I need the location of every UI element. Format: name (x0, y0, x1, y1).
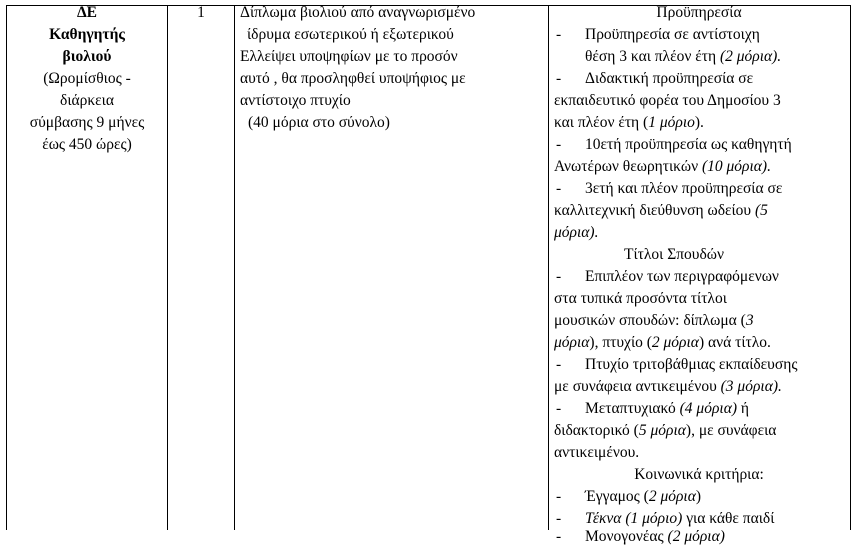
social-heading: Κοινωνικά κριτήρια: (634, 466, 764, 483)
experience-item-2-end: ). (694, 114, 704, 131)
experience-item-4-line2 (554, 202, 768, 220)
experience-item-4-points: (5 (754, 202, 768, 219)
bullet-dash: - (556, 268, 562, 285)
experience-heading: Προϋπηρεσία (656, 4, 742, 21)
experience-item-4-text: καλλιτεχνική διεύθυνση ωδείου (554, 202, 752, 219)
qualification-line: Δίπλωμα βιολιού από αναγνωρισμένο (240, 4, 476, 21)
studies-item-1-line4 (554, 334, 771, 352)
social-item-2-end: για κάθε παιδί (686, 510, 775, 527)
social-item-3-text: Μονογονέας (585, 528, 664, 545)
experience-item-1-line1: Προϋπηρεσία σε αντίστοιχη (585, 26, 760, 43)
position-count: 1 (197, 4, 205, 21)
experience-item-2-line1: Διδακτική προϋπηρεσία σε (585, 70, 754, 87)
position-detail-line4: έως 450 ώρες) (42, 136, 132, 153)
studies-item-3-text: Μεταπτυχιακό (585, 400, 676, 417)
experience-item-1-points: (2 μόρια). (719, 48, 782, 65)
experience-item-3-text: Ανωτέρων θεωρητικών (554, 158, 699, 175)
position-title-line2: Καθηγητής (49, 26, 125, 43)
experience-item-4-line3: μόρια). (554, 224, 599, 241)
studies-item-1-end: ) ανά τίτλο. (698, 334, 771, 351)
studies-item-1-points-b: μόρια (554, 334, 590, 351)
qualification-line: αυτό , θα προσληφθεί υποψήφιος με (240, 70, 466, 87)
bullet-dash: - (556, 70, 562, 87)
qualification-line: Ελλείψει υποψηφίων με το προσόν (240, 48, 458, 65)
studies-item-1-text: μουσικών σπουδών: δίπλωμα ( (554, 312, 746, 329)
position-detail-line2: διάρκεια (60, 92, 114, 109)
table-left-border (6, 5, 7, 530)
experience-item-4-line1: 3ετή και πλέον προϋπηρεσία σε (585, 180, 783, 197)
bullet-dash: - (556, 510, 562, 527)
social-item-1-points: 2 μόρια (648, 488, 696, 505)
bullet-dash: - (556, 356, 562, 373)
studies-item-1-points-a: 3 (745, 312, 754, 329)
experience-item-1-text: θέση 3 και πλέον έτη (585, 48, 717, 65)
qualification-line: ίδρυμα εσωτερικού ή εξωτερικού (247, 26, 454, 43)
studies-item-3-points-b: 5 μόρια (638, 422, 686, 439)
bullet-dash: - (556, 400, 562, 417)
social-item-2-points: (1 μόριο) (625, 510, 683, 527)
studies-item-3-line3: αντικειμένου. (554, 444, 640, 461)
qualification-line: αντίστοιχο πτυχίο (240, 92, 351, 109)
experience-item-2-points: 1 μόριο (648, 114, 695, 131)
column-divider-3 (548, 5, 549, 530)
studies-item-1-points-c: 2 μόρια (651, 334, 699, 351)
social-item-1-text: Έγγαμος ( (585, 488, 649, 505)
bullet-dash: - (556, 136, 562, 153)
bullet-dash: - (556, 528, 562, 545)
studies-item-2-text: με συνάφεια αντικειμένου (554, 378, 717, 395)
column-divider-1 (167, 5, 168, 530)
studies-item-3-points-a: (4 μόρια) (679, 400, 738, 417)
social-item-3-points: (2 μόρια) (667, 528, 725, 545)
studies-item-3-line2 (554, 422, 776, 440)
position-title-line1: ΔΕ (76, 4, 98, 21)
social-item-1 (585, 488, 701, 506)
studies-item-1-line1: Επιπλέον των περιγραφόμενων (585, 268, 779, 285)
bullet-dash: - (556, 180, 562, 197)
social-item-2 (585, 510, 774, 528)
studies-item-3-or: ή (740, 400, 749, 417)
studies-item-2-line2 (554, 378, 782, 396)
bullet-dash: - (556, 488, 562, 505)
studies-item-2-points: (3 μόρια). (720, 378, 782, 395)
studies-heading: Τίτλοι Σπουδών (624, 246, 724, 263)
qualification-points-total: (40 μόρια στο σύνολο) (248, 114, 390, 131)
studies-item-3-text2: διδακτορικό ( (554, 422, 639, 439)
bullet-dash: - (556, 26, 562, 43)
social-item-1-end: ) (695, 488, 702, 505)
position-detail-line1: (Ωρομίσθιος - (43, 70, 131, 87)
experience-item-2-text: και πλέον έτη ( (554, 114, 649, 131)
table-right-border (850, 5, 851, 530)
studies-item-2-line1: Πτυχίο τριτοβάθμιας εκπαίδευσης (585, 356, 798, 373)
experience-item-1-line2 (585, 48, 781, 66)
column-divider-2 (234, 5, 235, 530)
social-item-3 (585, 528, 725, 546)
social-item-2-text: Τέκνα (585, 510, 622, 527)
studies-item-1-line3 (554, 312, 754, 330)
experience-item-3-line2 (554, 158, 771, 176)
studies-item-1-line2: στα τυπικά προσόντα τίτλοι (554, 290, 727, 307)
studies-item-1-mid: ), πτυχίο ( (589, 334, 652, 351)
studies-item-3-end: ), με συνάφεια (685, 422, 777, 439)
experience-item-2-line2: εκπαιδευτικό φορέα του Δημοσίου 3 (554, 92, 781, 109)
experience-item-2-line3 (554, 114, 704, 132)
experience-item-3-line1: 10ετή προϋπηρεσία ως καθηγητή (585, 136, 792, 153)
position-title-line3: βιολιού (62, 48, 112, 65)
experience-item-3-points: (10 μόρια). (701, 158, 771, 175)
position-detail-line3: σύμβασης 9 μήνες (29, 114, 145, 131)
studies-item-3-line1 (585, 400, 749, 418)
